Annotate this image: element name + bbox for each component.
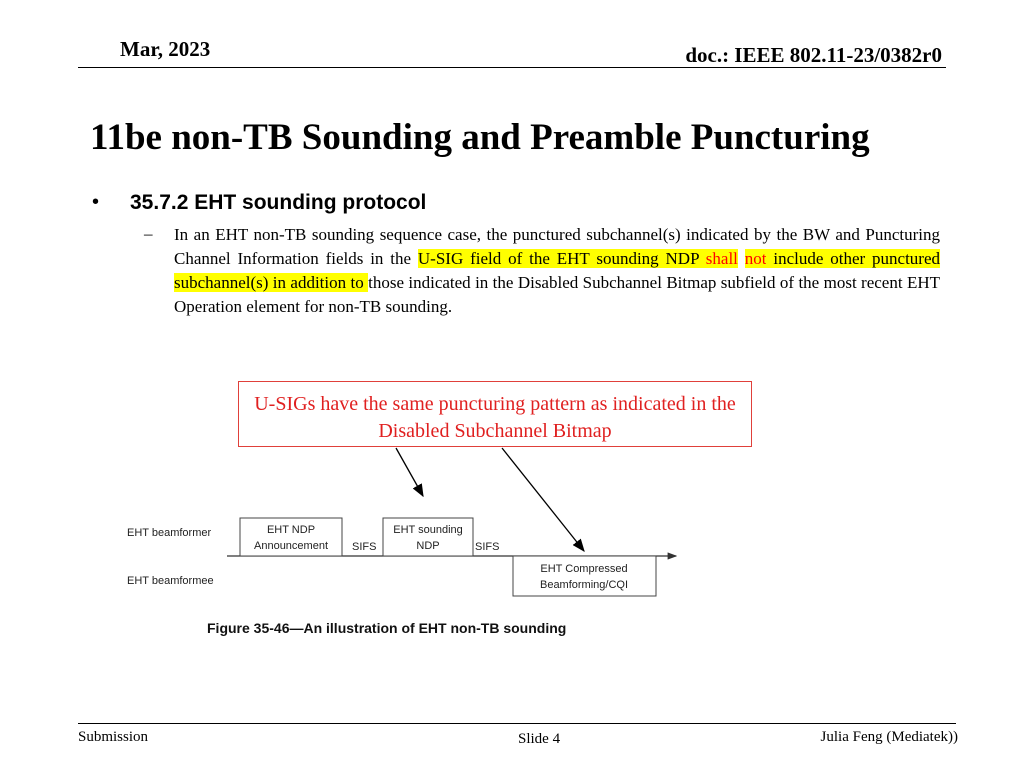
- footer-author: Julia Feng (Mediatek)): [820, 729, 958, 745]
- paragraph-text-plain-2: those indicated in the Disabled Subchannel Bitmap subfield of the most recent EHT Operation element for non-TB sounding.: [174, 273, 940, 316]
- compressed-beamforming-label-1: EHT Compressed: [540, 563, 628, 575]
- compressed-beamforming-label-2: Beamforming/CQI: [539, 579, 629, 591]
- sifs-label-1: SIFS: [352, 541, 377, 553]
- header-date: Mar, 2023: [120, 37, 211, 61]
- paragraph-highlight-2: include other punctured subchannel(s) in addition to: [174, 249, 940, 292]
- ndp-announcement-label-2: Announcement: [254, 540, 328, 552]
- sub-bullet-paragraph: [174, 223, 940, 319]
- callout-text: U-SIGs have the same puncturing pattern as indicated in the Disabled Subchannel Bitmap: [254, 393, 736, 442]
- bullet-heading: 35.7.2 EHT sounding protocol: [130, 191, 427, 214]
- callout-box: [238, 381, 752, 447]
- beamformee-label: EHT beamformee: [127, 575, 214, 587]
- footer-submission: Submission: [78, 729, 149, 745]
- footer-slide-number: Slide 4: [518, 731, 561, 747]
- bullet-marker: •: [92, 191, 100, 213]
- ndp-announcement-label-1: EHT NDP: [266, 524, 316, 536]
- eht-sounding-diagram: [120, 440, 700, 650]
- sounding-ndp-label-2: NDP: [416, 540, 440, 552]
- header-divider: [78, 67, 946, 68]
- sub-bullet-dash: –: [144, 224, 153, 243]
- callout-arrow-1: [396, 448, 423, 496]
- beamformer-label: EHT beamformer: [127, 527, 212, 539]
- paragraph-highlight-1: U-SIG field of the EHT sounding NDP: [417, 249, 706, 268]
- sounding-ndp-label-1: EHT sounding: [393, 524, 463, 536]
- slide-title: 11be non-TB Sounding and Preamble Puncturing: [90, 117, 870, 158]
- paragraph-highlight-shall: shall: [705, 249, 738, 268]
- paragraph-highlight-not: not: [744, 249, 767, 268]
- footer-divider: [78, 723, 956, 724]
- paragraph-text-plain-1: In an EHT non-TB sounding sequence case, the punctured subchannel(s) indicated by the BW and Puncturing Channel Information fields in the: [174, 225, 940, 268]
- callout-arrow-2: [502, 448, 584, 551]
- header-doc-id: doc.: IEEE 802.11-23/0382r0: [685, 43, 942, 67]
- figure-caption: Figure 35-46—An illustration of EHT non-TB sounding: [207, 620, 567, 636]
- sifs-label-2: SIFS: [475, 541, 500, 553]
